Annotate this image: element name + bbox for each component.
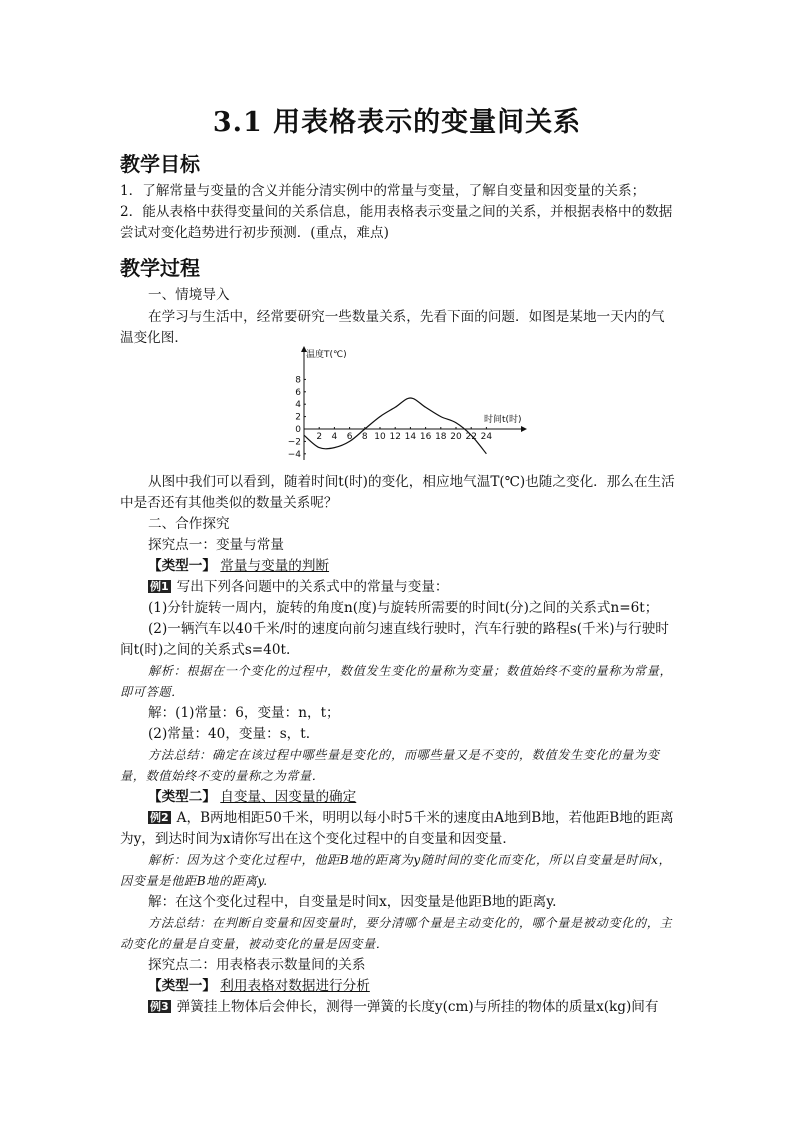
- chart-xlabel: 时间t(时): [484, 415, 522, 425]
- explore-point-1: 探究点一：变量与常量: [148, 537, 284, 553]
- after-chart-paragraph: 从图中我们可以看到，随着时间t(时)的变化，相应地气温T(℃)也随之变化．那么在生活中是否还有其他类似的数量关系呢？: [120, 474, 675, 511]
- y-tick-label: 8: [295, 375, 301, 386]
- type-heading-2: [120, 787, 676, 808]
- example-1: [120, 577, 676, 598]
- temperature-chart: [286, 344, 546, 462]
- y-tick-label: −4: [287, 449, 301, 460]
- x-tick-label: 2: [316, 432, 323, 442]
- type-tag: 【类型一】: [148, 558, 216, 574]
- x-tick-label: 10: [374, 432, 386, 442]
- goal-item-2: 2．能从表格中获得变量间的关系信息，能用表格表示变量之间的关系，并根据表格中的数据尝试对变化趋势进行初步预测．(重点，难点): [120, 204, 673, 241]
- explore-point-2: 探究点二：用表格表示数量间的关系: [148, 957, 366, 973]
- x-tick-label: 16: [419, 432, 432, 442]
- x-tick-label: 18: [435, 432, 447, 442]
- type-title: 利用表格对数据进行分析: [220, 978, 370, 994]
- x-tick-label: 14: [404, 432, 417, 442]
- example-2-solution: 解：在这个变化过程中，自变量是时间x，因变量是他距B地的距离y.: [148, 894, 557, 910]
- x-tick-label: 22: [465, 432, 477, 442]
- x-tick-label: 24: [480, 432, 493, 442]
- example-3: [120, 997, 676, 1018]
- x-tick-label: 6: [346, 432, 353, 442]
- y-tick-label: 2: [295, 412, 301, 423]
- example-badge: 例3: [150, 1000, 169, 1013]
- temperature-series-line: [304, 398, 486, 454]
- goal-item-1: 1．了解常量与变量的含义并能分清实例中的常量与变量，了解自变量和因变量的关系；: [120, 183, 646, 199]
- example-1-summary: 方法总结：确定在该过程中哪些量是变化的，而哪些量又是不变的，数值发生变化的量为变量，数值始终不变的量称之为常量．: [120, 748, 660, 783]
- type-title: 常量与变量的判断: [220, 558, 330, 574]
- example-1-part-a: (1)分针旋转一周内，旋转的角度n(度)与旋转所需要的时间t(分)之间的关系式n=6t；: [148, 600, 659, 616]
- type-tag: 【类型二】: [148, 789, 216, 805]
- example-1-part-b: (2)一辆汽车以40千米/时的速度向前匀速直线行驶时，汽车行驶的路程s(千米)与行驶时间t(时)之间的关系式s=40t.: [120, 621, 669, 658]
- type-tag: 【类型一】: [148, 978, 216, 994]
- type-title: 自变量、因变量的确定: [220, 789, 357, 805]
- page-title: 3.1 用表格表示的变量间关系: [212, 107, 582, 138]
- example-badge: 例2: [150, 811, 169, 824]
- x-tick-label: 20: [450, 432, 462, 442]
- type-heading-1: [120, 556, 676, 577]
- example-text: 写出下列各问题中的关系式中的常量与变量：: [176, 579, 449, 595]
- x-tick-label: 12: [389, 432, 401, 442]
- example-badge: 例1: [150, 580, 169, 593]
- subsection-intro-label: 一、情境导入: [148, 287, 230, 303]
- example-2-summary: 方法总结：在判断自变量和因变量时，要分清哪个量是主动变化的，哪个量是被动变化的，主动变化的量是自变量，被动变化的量是因变量．: [120, 916, 673, 951]
- y-tick-label: 4: [295, 400, 301, 411]
- example-1-solution-1: 解：(1)常量：6，变量：n，t；: [148, 705, 340, 721]
- type-heading-3: [120, 976, 676, 997]
- intro-paragraph: 在学习与生活中，经常要研究一些数量关系，先看下面的问题．如图是某地一天内的气温变化图．: [120, 309, 665, 346]
- section-heading-process: 教学过程: [120, 256, 200, 280]
- example-1-analysis: 解析：根据在一个变化的过程中，数值发生变化的量称为变量；数值始终不变的量称为常量，即可答题．: [120, 664, 673, 699]
- y-tick-label: 6: [295, 387, 301, 398]
- example-2: [120, 808, 676, 850]
- y-tick-label: −2: [287, 437, 301, 448]
- chart-ylabel: 温度T(℃): [306, 350, 347, 360]
- x-tick-label: 4: [331, 432, 338, 442]
- example-text: A，B两地相距50千米，明明以每小时5千米的速度由A地到B地，若他距B地的距离为y，到达时间为x请你写出在这个变化过程中的自变量和因变量．: [120, 810, 674, 847]
- example-2-analysis: 解析：因为这个变化过程中，他距B地的距离为y随时间的变化而变化，所以自变量是时间x，因变量是他距B地的距离y.: [120, 853, 672, 888]
- example-text: 弹簧挂上物体后会伸长，测得一弹簧的长度y(cm)与所挂的物体的质量x(kg)间有: [176, 999, 659, 1015]
- section-heading-goals: 教学目标: [120, 152, 200, 176]
- x-tick-label: 8: [361, 432, 368, 442]
- subsection-cooperative-label: 二、合作探究: [148, 516, 230, 532]
- example-1-solution-2: (2)常量：40，变量：s，t.: [148, 726, 311, 742]
- y-tick-label: 0: [295, 425, 301, 435]
